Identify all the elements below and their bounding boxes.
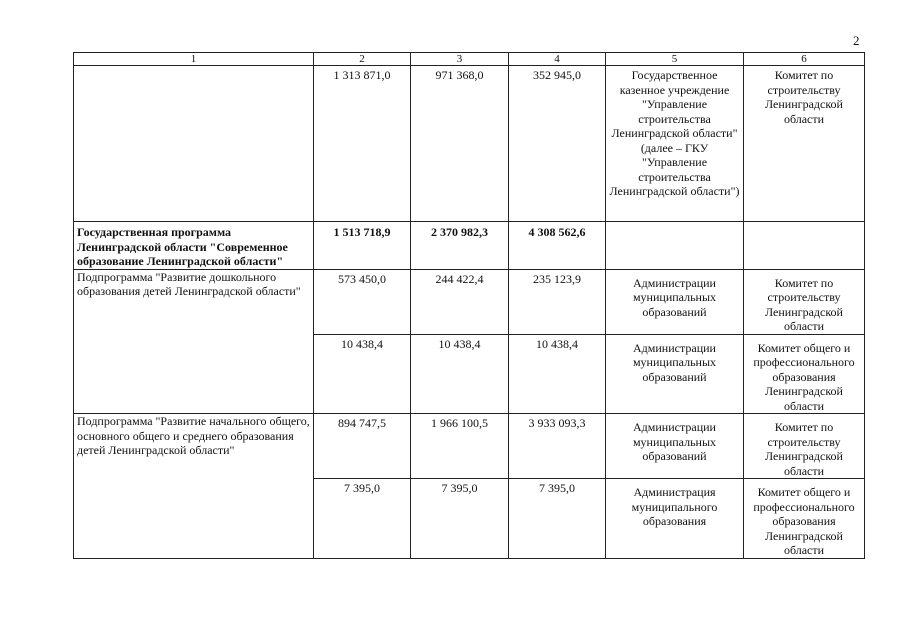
committee-cell: Комитет общего и профессионального образования Ленинградской области	[744, 479, 865, 559]
value-cell: 894 747,5	[314, 414, 411, 479]
header-cell: 5	[606, 53, 744, 66]
header-cell: 2	[314, 53, 411, 66]
committee-cell: Комитет общего и профессионального образования Ленинградской области	[744, 334, 865, 414]
header-cell: 6	[744, 53, 865, 66]
value-cell: 10 438,4	[509, 334, 606, 414]
executor-cell: Администрации муниципальных образований	[606, 334, 744, 414]
value-cell: 7 395,0	[411, 479, 509, 559]
name-cell	[74, 66, 314, 222]
executor-cell: Администрации муниципальных образований	[606, 269, 744, 334]
committee-cell: Комитет по строительству Ленинградской области	[744, 414, 865, 479]
subprogram-name-cell: Подпрограмма "Развитие начального общего, основного общего и среднего образования детей Ленинградской области"	[74, 414, 314, 559]
table-row	[74, 269, 865, 334]
value-cell: 3 933 093,3	[509, 414, 606, 479]
value-cell: 10 438,4	[411, 334, 509, 414]
value-cell: 244 422,4	[411, 269, 509, 334]
executor-cell	[606, 222, 744, 270]
value-cell: 2 370 982,3	[411, 222, 509, 270]
committee-cell: Комитет по строительству Ленинградской области	[744, 269, 865, 334]
value-cell: 10 438,4	[314, 334, 411, 414]
executor-cell: Администрации муниципальных образований	[606, 414, 744, 479]
value-cell: 573 450,0	[314, 269, 411, 334]
header-row	[74, 53, 865, 66]
page-number: 2	[853, 33, 860, 48]
budget-table	[73, 52, 865, 559]
value-cell: 7 395,0	[509, 479, 606, 559]
value-cell: 7 395,0	[314, 479, 411, 559]
executor-cell: Государственное казенное учреждение "Управление строительства Ленинградской области" (далее – ГКУ "Управление строительства Ленинградской области")	[606, 66, 744, 222]
value-cell: 352 945,0	[509, 66, 606, 222]
value-cell: 4 308 562,6	[509, 222, 606, 270]
value-cell: 1 313 871,0	[314, 66, 411, 222]
executor-cell: Администрация муниципального образования	[606, 479, 744, 559]
committee-cell	[744, 222, 865, 270]
value-cell: 971 368,0	[411, 66, 509, 222]
header-cell: 4	[509, 53, 606, 66]
table-row	[74, 66, 865, 222]
table-row	[74, 414, 865, 479]
subprogram-name-cell: Подпрограмма "Развитие дошкольного образования детей Ленинградской области"	[74, 269, 314, 414]
header-cell: 3	[411, 53, 509, 66]
program-name-cell: Государственная программа Ленинградской области "Современное образование Ленинградской области"	[74, 222, 314, 270]
header-cell: 1	[74, 53, 314, 66]
committee-cell: Комитет по строительству Ленинградской области	[744, 66, 865, 222]
value-cell: 235 123,9	[509, 269, 606, 334]
table-row	[74, 222, 865, 270]
value-cell: 1 513 718,9	[314, 222, 411, 270]
value-cell: 1 966 100,5	[411, 414, 509, 479]
